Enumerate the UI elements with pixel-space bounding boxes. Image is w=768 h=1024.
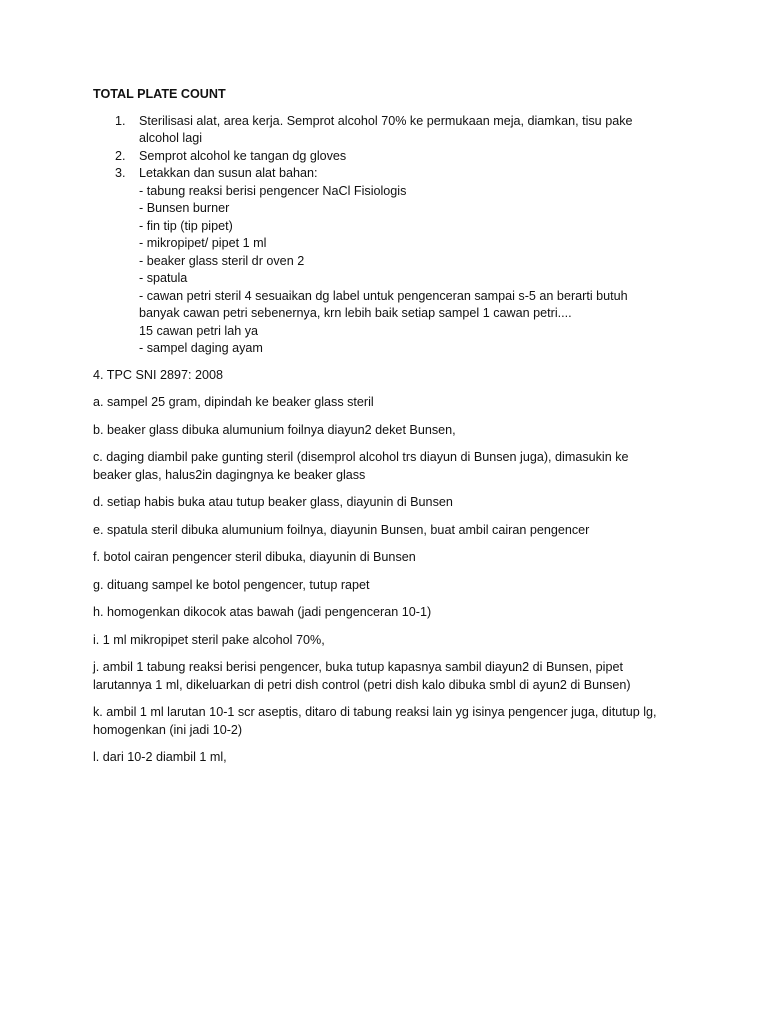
paragraph-line: f. botol cairan pengencer steril dibuka, diayunin di Bunsen — [93, 550, 416, 564]
document-title: TOTAL PLATE COUNT — [93, 87, 226, 101]
procedure-paragraph — [93, 577, 673, 595]
paragraph-line: c. daging diambil pake gunting steril (disemprol alcohol trs diayun di Bunsen juga), dimasukin ke — [93, 450, 629, 464]
step-line: - Bunsen burner — [139, 201, 230, 215]
step-line: Letakkan dan susun alat bahan: — [139, 166, 318, 180]
paragraph-line: b. beaker glass dibuka alumunium foilnya diayun2 deket Bunsen, — [93, 422, 456, 437]
procedure-paragraph — [93, 494, 673, 512]
procedure-paragraph — [93, 394, 673, 412]
paragraph-line: e. spatula steril dibuka alumunium foilnya, diayunin Bunsen, buat ambil cairan pengencer — [93, 522, 590, 537]
procedure-paragraph — [93, 522, 673, 540]
step-line: - tabung reaksi berisi pengencer NaCl Fisiologis — [139, 183, 407, 198]
step-line: - spatula — [139, 271, 188, 285]
step-line: - mikropipet/ pipet 1 ml — [139, 236, 267, 250]
step-line: - fin tip (tip pipet) — [139, 218, 233, 233]
procedure-paragraph — [93, 704, 673, 739]
step-line: 15 cawan petri lah ya — [139, 323, 259, 338]
step-line: - beaker glass steril dr oven 2 — [139, 253, 305, 268]
paragraph-line: d. setiap habis buka atau tutup beaker glass, diayunin di Bunsen — [93, 495, 453, 509]
paragraph-line: larutannya 1 ml, dikeluarkan di petri dish control (petri dish kalo dibuka smbl di ayun2 di Bunsen) — [93, 677, 631, 692]
paragraph-line: k. ambil 1 ml larutan 10-1 scr aseptis, ditaro di tabung reaksi lain yg isinya pengencer juga, ditutup lg, — [93, 705, 657, 719]
step-line: - cawan petri steril 4 sesuaikan dg label untuk pengenceran sampai s-5 an berarti butuh — [139, 288, 628, 303]
step-number: 1. — [115, 113, 126, 128]
step-line: Semprot alcohol ke tangan dg gloves — [139, 148, 347, 163]
paragraph-line: a. sampel 25 gram, dipindah ke beaker glass steril — [93, 395, 374, 409]
step-line: - sampel daging ayam — [139, 341, 263, 355]
paragraph-line: g. dituang sampel ke botol pengencer, tutup rapet — [93, 577, 370, 592]
step-line: banyak cawan petri sebenernya, krn lebih baik setiap sampel 1 cawan petri.... — [139, 306, 572, 320]
numbered-step — [93, 113, 673, 148]
numbered-step — [93, 165, 673, 358]
procedure-paragraph — [93, 659, 673, 694]
step-number: 3. — [115, 166, 126, 180]
step-line: alcohol lagi — [139, 131, 203, 145]
paragraph-line: h. homogenkan dikocok atas bawah (jadi pengenceran 10-1) — [93, 605, 432, 619]
numbered-step-list — [93, 113, 673, 358]
paragraph-line: l. dari 10-2 diambil 1 ml, — [93, 750, 227, 764]
numbered-step — [93, 148, 673, 166]
paragraph-line: beaker glas, halus2in dagingnya ke beaker glass — [93, 467, 366, 482]
procedure-paragraph — [93, 549, 673, 567]
step-line: Sterilisasi alat, area kerja. Semprot alcohol 70% ke permukaan meja, diamkan, tisu pake — [139, 113, 633, 128]
procedure-paragraph — [93, 749, 673, 767]
step-number: 2. — [115, 148, 126, 163]
procedure-paragraph — [93, 449, 673, 484]
paragraph-line: i. 1 ml mikropipet steril pake alcohol 70%, — [93, 632, 325, 647]
document-content — [93, 86, 673, 767]
procedure-paragraph — [93, 604, 673, 622]
paragraph-line: homogenkan (ini jadi 10-2) — [93, 722, 243, 737]
step4-heading: 4. TPC SNI 2897: 2008 — [93, 367, 223, 382]
paragraph-line: j. ambil 1 tabung reaksi berisi pengencer, buka tutup kapasnya sambil diayun2 di Bunsen, pipet — [93, 660, 623, 674]
procedure-paragraph — [93, 632, 673, 650]
procedure-paragraph — [93, 422, 673, 440]
